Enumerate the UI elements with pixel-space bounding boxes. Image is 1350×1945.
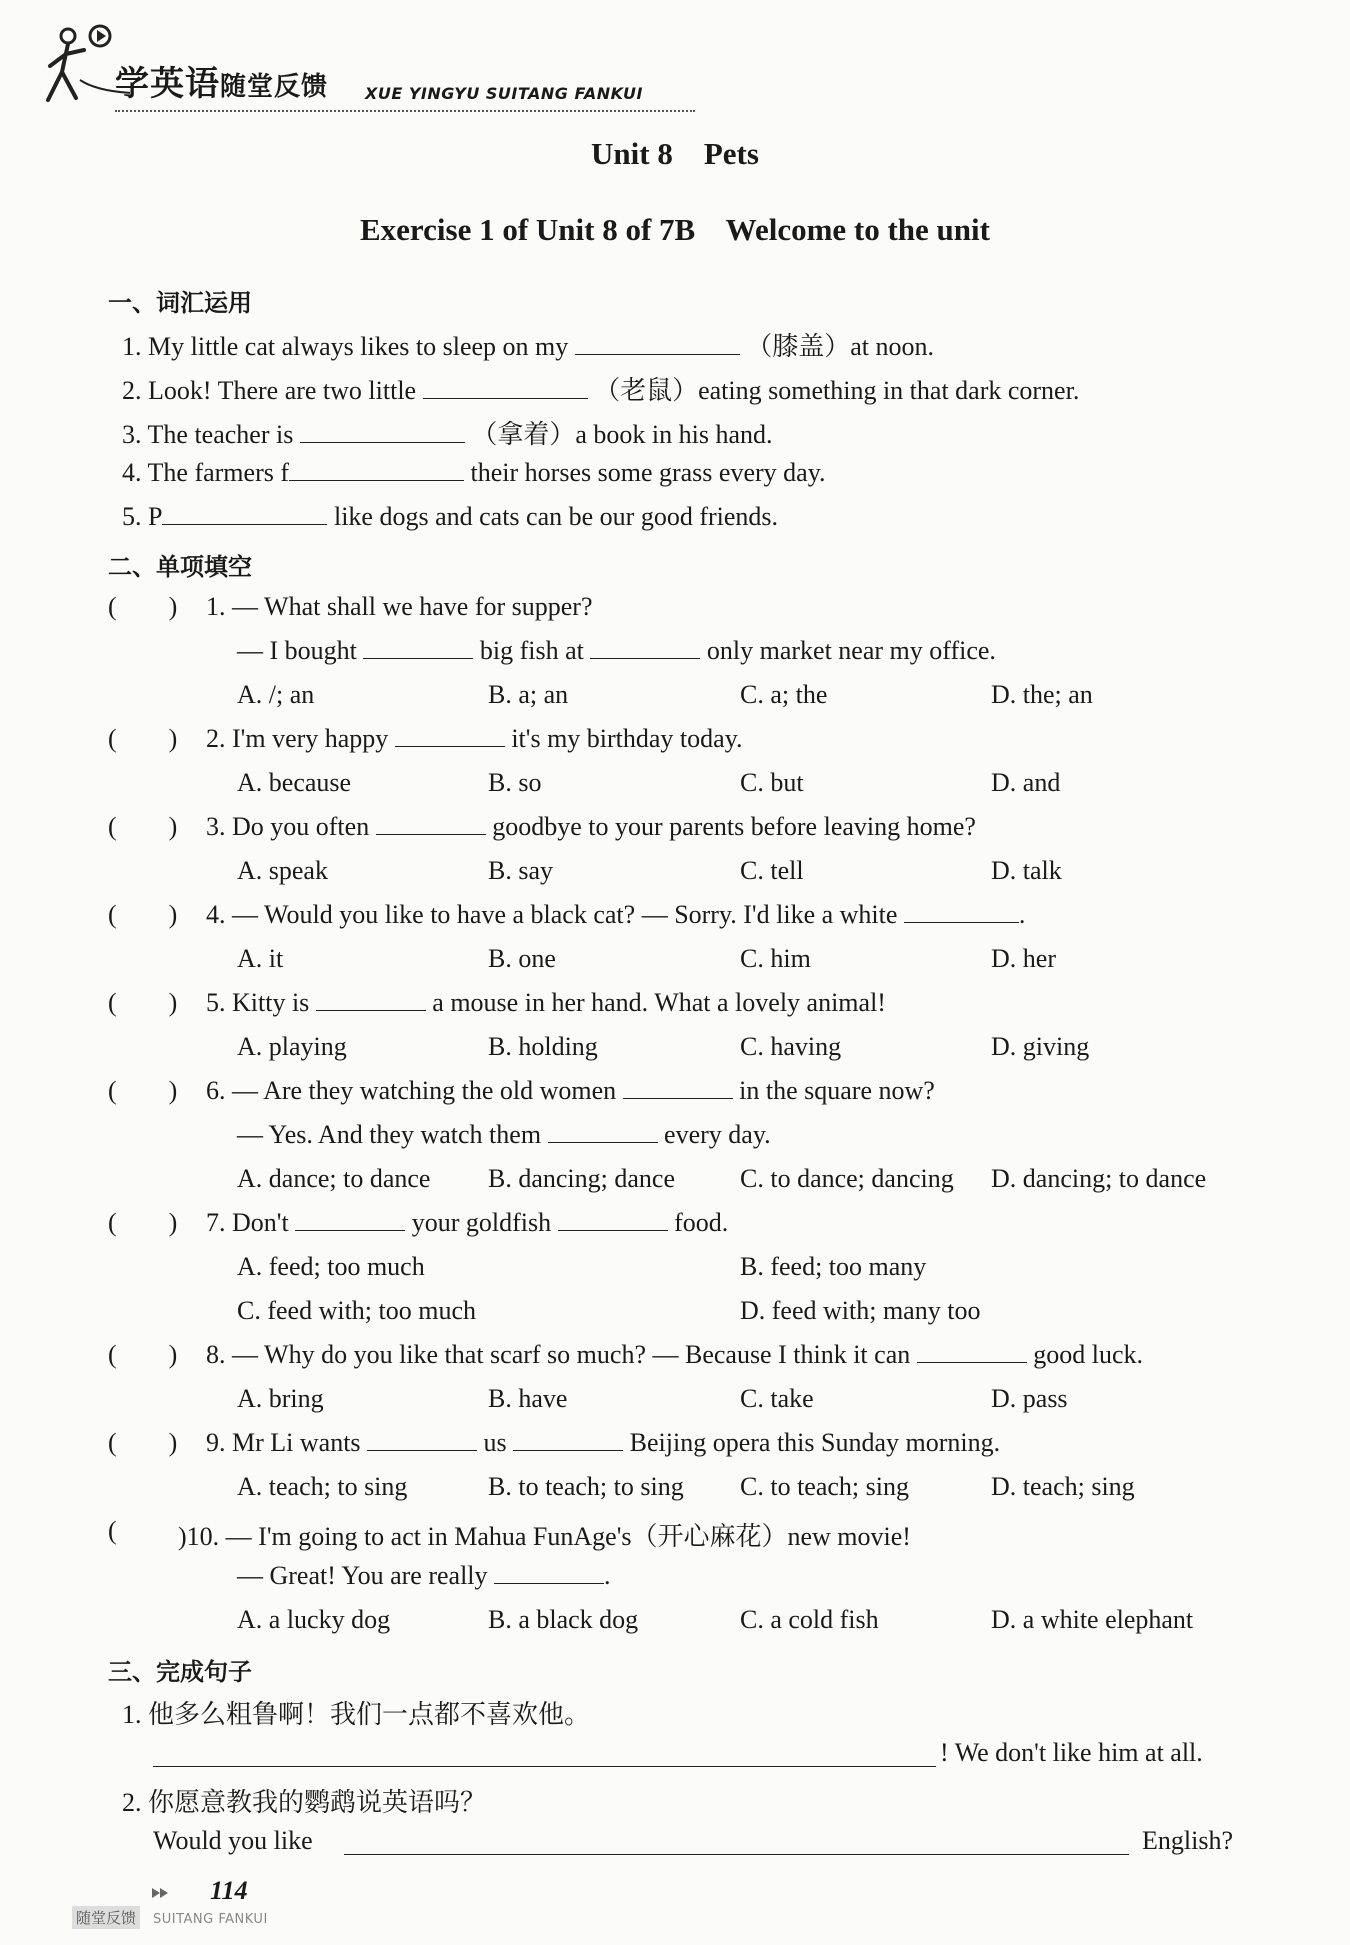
option-c[interactable]: C. feed with; too much <box>237 1296 477 1325</box>
page-header <box>40 20 680 130</box>
question-7: 7. Don't your goldfish food. <box>206 1208 729 1237</box>
header-divider <box>115 110 695 112</box>
option-b[interactable]: B. say <box>488 856 553 885</box>
arrow-marker-icon <box>152 1886 170 1900</box>
option-a[interactable]: A. playing <box>237 1032 347 1061</box>
question-1-reply: — I bought big fish at only market near my office. <box>237 636 996 665</box>
option-b[interactable]: B. one <box>488 944 556 973</box>
option-a[interactable]: A. /; an <box>237 680 315 709</box>
exercise-title: Exercise 1 of Unit 8 of 7B Welcome to the unit <box>360 212 990 247</box>
answer-paren[interactable]: ( <box>108 1516 117 1545</box>
answer-blank[interactable] <box>162 502 327 525</box>
answer-paren[interactable]: ( ) <box>108 900 178 929</box>
option-d[interactable]: D. giving <box>991 1032 1090 1061</box>
sentence-1-answer-line[interactable] <box>153 1766 936 1767</box>
answer-blank[interactable] <box>367 1428 477 1451</box>
question-4: 4. — Would you like to have a black cat? — Sorry. I'd like a white . <box>206 900 1026 929</box>
option-a[interactable]: A. bring <box>237 1384 324 1413</box>
option-b[interactable]: B. holding <box>488 1032 598 1061</box>
series-pinyin: XUE YINGYU SUITANG FANKUI <box>365 84 643 103</box>
option-b[interactable]: B. a; an <box>488 680 569 709</box>
answer-blank[interactable] <box>575 332 740 355</box>
question-10-reply: — Great! You are really . <box>237 1561 611 1590</box>
option-d[interactable]: D. teach; sing <box>991 1472 1135 1501</box>
answer-blank[interactable] <box>917 1340 1027 1363</box>
series-title: 学英语随堂反馈 <box>115 64 329 104</box>
option-c[interactable]: C. to dance; dancing <box>740 1164 954 1193</box>
answer-blank[interactable] <box>316 988 426 1011</box>
answer-paren[interactable]: ( ) <box>108 1076 178 1105</box>
answer-blank[interactable] <box>395 724 505 747</box>
answer-blank[interactable] <box>590 636 700 659</box>
question-10: )10. — I'm going to act in Mahua FunAge's（开心麻花）new movie! <box>178 1522 911 1551</box>
sentence-2-prompt: 2. 你愿意教我的鹦鹉说英语吗？ <box>122 1788 487 1818</box>
option-d[interactable]: D. feed with; many too <box>740 1296 981 1325</box>
option-b[interactable]: B. dancing; dance <box>488 1164 675 1193</box>
option-c[interactable]: C. but <box>740 768 804 797</box>
footer-badge: 随堂反馈 <box>72 1906 140 1929</box>
answer-paren[interactable]: ( ) <box>108 812 178 841</box>
answer-blank[interactable] <box>295 1208 405 1231</box>
answer-blank[interactable] <box>363 636 473 659</box>
sentence-2-answer-line[interactable] <box>344 1854 1129 1855</box>
answer-blank[interactable] <box>548 1120 658 1143</box>
question-3: 3. Do you often goodbye to your parents before leaving home? <box>206 812 976 841</box>
option-b[interactable]: B. so <box>488 768 542 797</box>
option-b[interactable]: B. have <box>488 1384 568 1413</box>
option-a[interactable]: A. teach; to sing <box>237 1472 408 1501</box>
option-a[interactable]: A. speak <box>237 856 328 885</box>
question-5: 5. Kitty is a mouse in her hand. What a lovely animal! <box>206 988 886 1017</box>
vocab-item-3: 3. The teacher is （拿着）a book in his hand. <box>122 420 773 449</box>
option-d[interactable]: D. and <box>991 768 1061 797</box>
question-6-reply: — Yes. And they watch them every day. <box>237 1120 771 1149</box>
option-d[interactable]: D. talk <box>991 856 1062 885</box>
question-1: 1. — What shall we have for supper? <box>206 592 593 621</box>
answer-paren[interactable]: ( ) <box>108 1428 178 1457</box>
vocab-item-2: 2. Look! There are two little （老鼠）eating something in that dark corner. <box>122 376 1080 405</box>
question-9: 9. Mr Li wants us Beijing opera this Sunday morning. <box>206 1428 1001 1457</box>
option-a[interactable]: A. because <box>237 768 352 797</box>
answer-blank[interactable] <box>376 812 486 835</box>
answer-blank[interactable] <box>623 1076 733 1099</box>
option-d[interactable]: D. pass <box>991 1384 1068 1413</box>
option-a[interactable]: A. dance; to dance <box>237 1164 431 1193</box>
answer-blank[interactable] <box>513 1428 623 1451</box>
sentence-2-end: English? <box>1142 1826 1233 1855</box>
option-d[interactable]: D. dancing; to dance <box>991 1164 1207 1193</box>
answer-paren[interactable]: ( ) <box>108 724 178 753</box>
option-c[interactable]: C. having <box>740 1032 842 1061</box>
question-6: 6. — Are they watching the old women in the square now? <box>206 1076 935 1105</box>
option-d[interactable]: D. a white elephant <box>991 1605 1194 1634</box>
question-8: 8. — Why do you like that scarf so much? — Because I think it can good luck. <box>206 1340 1143 1369</box>
option-b[interactable]: B. to teach; to sing <box>488 1472 684 1501</box>
question-2: 2. I'm very happy it's my birthday today. <box>206 724 743 753</box>
answer-paren[interactable]: ( ) <box>108 1208 178 1237</box>
answer-blank[interactable] <box>558 1208 668 1231</box>
vocab-item-1: 1. My little cat always likes to sleep on my （膝盖）at noon. <box>122 332 935 361</box>
section-heading-choice: 二、单项填空 <box>108 553 252 581</box>
answer-blank[interactable] <box>423 376 588 399</box>
answer-blank[interactable] <box>300 420 465 443</box>
option-c[interactable]: C. a; the <box>740 680 828 709</box>
vocab-item-4: 4. The farmers f their horses some grass every day. <box>122 458 826 487</box>
option-c[interactable]: C. take <box>740 1384 814 1413</box>
option-d[interactable]: D. the; an <box>991 680 1093 709</box>
sentence-2-start: Would you like <box>153 1826 313 1855</box>
option-a[interactable]: A. feed; too much <box>237 1252 425 1281</box>
vocab-item-5: 5. P like dogs and cats can be our good friends. <box>122 502 779 531</box>
option-c[interactable]: C. tell <box>740 856 804 885</box>
option-a[interactable]: A. it <box>237 944 284 973</box>
answer-blank[interactable] <box>904 900 1019 923</box>
answer-paren[interactable]: ( ) <box>108 1340 178 1369</box>
section-heading-vocab: 一、词汇运用 <box>108 289 252 317</box>
option-d[interactable]: D. her <box>991 944 1056 973</box>
page-number: 114 <box>210 1876 248 1905</box>
sentence-1-prompt: 1. 他多么粗鲁啊！我们一点都不喜欢他。 <box>122 1700 591 1730</box>
option-c[interactable]: C. him <box>740 944 811 973</box>
answer-blank[interactable] <box>494 1561 604 1584</box>
option-b[interactable]: B. feed; too many <box>740 1252 927 1281</box>
answer-paren[interactable]: ( ) <box>108 988 178 1017</box>
option-a[interactable]: A. a lucky dog <box>237 1605 391 1634</box>
option-b[interactable]: B. a black dog <box>488 1605 639 1634</box>
sentence-1-end: ! We don't like him at all. <box>940 1738 1203 1767</box>
section-heading-sentences: 三、完成句子 <box>108 1658 252 1686</box>
answer-blank[interactable] <box>289 458 464 481</box>
footer-subtitle: SUITANG FANKUI <box>153 1912 268 1927</box>
unit-title: Unit 8 Pets <box>591 136 759 171</box>
answer-paren[interactable]: ( ) <box>108 592 178 621</box>
option-c[interactable]: C. a cold fish <box>740 1605 879 1634</box>
option-c[interactable]: C. to teach; sing <box>740 1472 909 1501</box>
